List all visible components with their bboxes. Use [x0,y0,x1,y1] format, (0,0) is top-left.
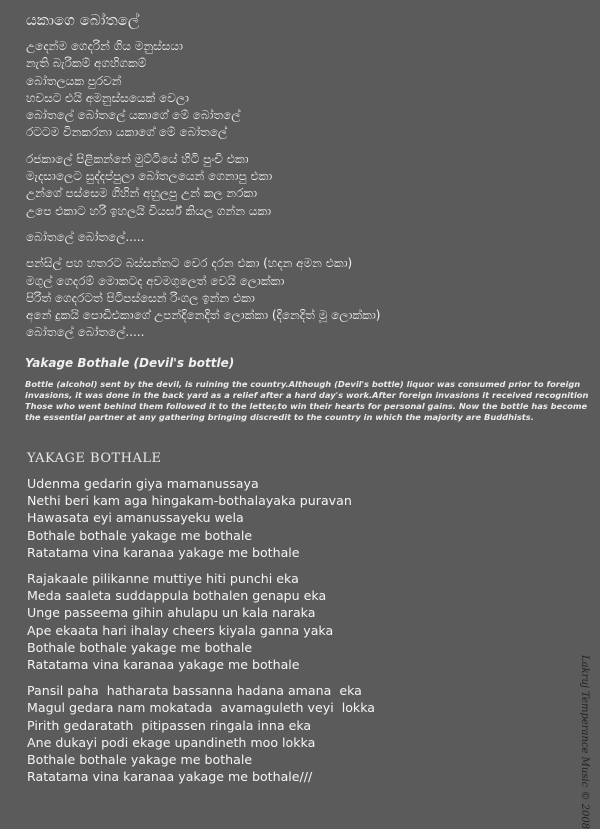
lyric-line: බෝතලයක පුරවන් [26,73,122,88]
romanized-lyrics [27,475,375,794]
sinhala-stanza-4 [26,255,381,341]
lyric-line: නැති බැරිකම් අගහිගකම් [26,56,147,71]
lyric-line: Ane dukayi podi ekage upandineth moo lokka [27,734,316,750]
lyric-line: Hawasata eyi amanussayeku wela [27,510,244,526]
lyric-line: Bothale bothale yakage me bothale [27,752,253,768]
lyric-line: Bothale bothale yakage me bothale [27,527,253,543]
lyric-line: Udenma gedarin giya mamanussaya [27,476,259,491]
sinhala-lyrics [26,38,381,351]
description-line: invasions, it was done in the back yard as a relief after a hard day's work.After foreign invasions it received recognition [25,390,589,400]
copyright-credit: Lakruj Temperance Music © 2008 [579,655,590,829]
lyric-line: පිරිත් ගෙදරටත් පිටිපස්සෙන් රිංගල ඉන්න එකා [26,290,255,305]
lyric-line: Magul gedara nam mokatada avamaguleth veyi lokka [27,700,375,716]
lyric-line: උන්ගේ පස්සෙම ගිහින් අහුලපු උන් කල නරකා [26,186,258,201]
description-line: the essential partner at any gathering bringing discredit to the country in which the majority are Buddhists. [25,412,534,422]
lyric-line: Nethi beri kam aga hingakam-bothalayaka puravan [27,493,352,509]
lyric-line: රජකාලේ පිළිකන්නේ මුට්ටියේ හිටි පුංචි එකා [26,151,249,166]
lyric-line: උපෙ එකාට හරි ඉහලයි චියර්ස් කියල ගන්න යකා [26,203,272,218]
lyric-line: Rajakaale pilikanne muttiye hiti punchi eka [27,571,299,587]
sinhala-title: යකාගෙ බෝතලේ [26,11,140,29]
lyric-line: බෝතලේ බෝතලේ..... [26,229,145,244]
romanized-title: YAKAGE BOTHALE [27,451,162,466]
lyric-line: අනේ දුකයි පොඩිඑකාගේ උපන්දිනෙදිත් ලොක්කා (දිනෙදිත් මූ ලොක්කා) [26,308,381,323]
romanized-stanza-2 [27,570,375,673]
romanized-stanza-1 [27,475,375,561]
lyric-line: මගුල් ගෙදරම් මොකටද අවමගුලෙත් වෙයි ලොක්කා [26,273,285,288]
lyric-line: මැදසාලෙට සුද්දප්පුලා බෝතලයෙන් ගෙනාපු එකා [26,169,273,184]
lyric-line: බෝතලේ බෝතලේ..... [26,325,145,340]
lyric-line: Pirith gedaratath pitipassen ringala inna eka [27,717,312,733]
lyric-line: රටටම විනකරනා යකාගේ මේ බෝතලේ [26,125,228,140]
description-line: Bottle (alcohol) sent by the devil, is ruining the country.Although (Devil's bottle) liquor was consumed prior to foreign [25,379,581,389]
lyric-line: Bothale bothale yakage me bothale [27,639,253,655]
english-description [25,379,589,423]
lyric-line: Ratatama vina karanaa yakage me bothale [27,544,300,560]
sinhala-stanza-3 [26,229,381,246]
sinhala-stanza-1 [26,38,381,142]
description-line: Those who went behind them followed it to the letter,to win their hearts for personal gains. Now the bottle has become [25,401,588,411]
lyric-line: Ape ekaata hari ihalay cheers kiyala ganna yaka [27,622,334,638]
english-heading: Yakage Bothale (Devil's bottle) [25,356,235,370]
lyric-line: හවසට එයි අමනුස්සයෙක් වෙලා [26,90,189,105]
lyric-line: Meda saaleta suddappula bothalen genapu eka [27,588,327,604]
romanized-stanza-3 [27,682,375,785]
lyric-line: උදෙන්ම ගෙදරින් ගිය මනුස්සයා [26,39,183,53]
lyric-line: Pansil paha hatharata bassanna hadana amana eka [27,683,362,699]
lyric-line: බෝතලේ බෝතලේ යකාගේ මේ බෝතලේ [26,108,241,123]
lyric-line: Unge passeema gihin ahulapu un kala naraka [27,605,316,621]
lyric-line: පන්සිල් පහ හතරට බස්සන්නට වෙර දරන එකා (හදන අමන එකා) [26,256,353,271]
sinhala-stanza-2 [26,151,381,220]
lyric-line: Ratatama vina karanaa yakage me bothale [27,657,300,673]
lyric-line: Ratatama vina karanaa yakage me bothale/// [27,769,313,785]
